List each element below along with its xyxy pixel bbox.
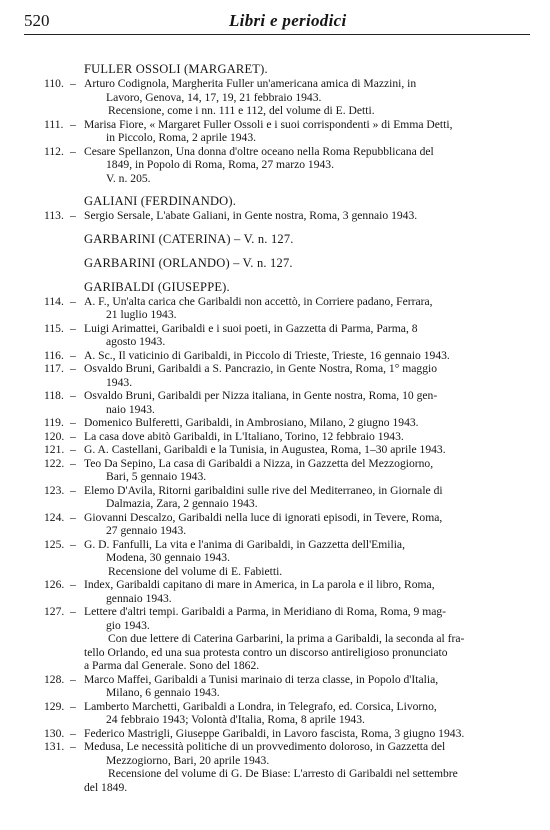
entry-continuation-line: Lavoro, Genova, 14, 17, 19, 21 febbraio 1943. [106, 90, 322, 104]
entry-number: 125. [44, 537, 65, 551]
entry-continuation-line: Mezzogiorno, Bari, 20 aprile 1943. [106, 753, 270, 767]
entry-dash: – [70, 77, 76, 90]
section-gap [0, 271, 550, 280]
entry-first-line: Lamberto Marchetti, Garibaldi a Londra, in Telegrafo, ed. Corsica, Livorno, [84, 699, 437, 713]
entry-dash: – [70, 389, 76, 402]
entry-number: 130. [44, 726, 65, 740]
entry-continuation-line: 21 luglio 1943. [106, 308, 177, 321]
bibliography-entry [0, 416, 550, 430]
entry-first-line: Arturo Codignola, Margherita Fuller un'americana amica di Mazzini, in [84, 77, 417, 90]
section-heading: GALIANI (FERDINANDO). [84, 194, 237, 208]
entry-continuation-line: Dalmazia, Zara, 2 gennaio 1943. [106, 497, 258, 510]
entry-note-line: del 1849. [84, 780, 128, 794]
entry-dash: – [70, 429, 76, 443]
entry-first-line: Index, Garibaldi capitano di mare in America, in La parola e il libro, Roma, [84, 578, 435, 591]
entry-continuation-line: 27 gennaio 1943. [106, 524, 187, 537]
bibliography-entry [0, 118, 550, 132]
entry-number: 126. [44, 578, 65, 591]
section-gap [0, 223, 550, 232]
entry-first-line: Osvaldo Bruni, Garibaldi per Nizza italiana, in Gente nostra, Roma, 10 gen- [84, 389, 438, 402]
entry-dash: – [70, 483, 76, 497]
entry-note-line: Recensione, come i nn. 111 e 112, del volume di E. Detti. [108, 104, 375, 117]
entry-continuation-line: agosto 1943. [106, 335, 166, 348]
entry-dash: – [70, 348, 76, 362]
bibliography-entry [0, 443, 550, 457]
entry-dash: – [70, 416, 76, 429]
entry-continuation-line: in Piccolo, Roma, 2 aprile 1943. [106, 131, 257, 144]
entry-continuation-line: gennaio 1943. [106, 591, 172, 605]
section-gap [0, 247, 550, 256]
entry-dash: – [70, 362, 76, 375]
entry-first-line: G. D. Fanfulli, La vita e l'anima di Garibaldi, in Gazzetta dell'Emilia, [84, 537, 405, 551]
entry-number: 117. [44, 362, 64, 375]
entry-continuation-line: Modena, 30 gennaio 1943. [106, 551, 230, 564]
entry-dash: – [70, 456, 76, 470]
entry-first-line: Giovanni Descalzo, Garibaldi nella luce di ignorati episodi, in Tevere, Roma, [84, 510, 443, 524]
entry-first-line: Teo Da Sepino, La casa di Garibaldi a Nizza, in Gazzetta del Mezzogiorno, [84, 456, 434, 470]
bibliography-entry [0, 430, 550, 444]
entry-first-line: Luigi Arimattei, Garibaldi e i suoi poeti, in Gazzetta di Parma, Parma, 8 [84, 321, 418, 335]
entry-first-line: Domenico Bulferetti, Garibaldi, in Ambrosiano, Milano, 2 giugno 1943. [84, 416, 419, 429]
bibliography-entry [0, 578, 550, 592]
entry-dash: – [70, 605, 76, 618]
entry-number: 123. [44, 483, 65, 497]
entry-continuation-line: 24 febbraio 1943; Volontà d'Italia, Roma, 8 aprile 1943. [106, 713, 365, 726]
entry-number: 115. [44, 321, 64, 335]
entry-number: 116. [44, 348, 64, 362]
entry-number: 112. [44, 144, 64, 158]
bibliography-entry [0, 605, 550, 619]
entry-number: 118. [44, 389, 64, 402]
entry-number: 113. [44, 209, 64, 222]
entry-dash: – [70, 117, 76, 131]
entry-number: 124. [44, 510, 65, 524]
entry-first-line: A. F., Un'alta carica che Garibaldi non accettò, in Corriere padano, Ferrara, [84, 294, 433, 308]
entry-continuation-line: 1849, in Popolo di Roma, Roma, 27 marzo 1943. [106, 158, 334, 171]
entry-first-line: Sergio Sersale, L'abate Galiani, in Gente nostra, Roma, 3 gennaio 1943. [84, 209, 418, 222]
bibliography-entry [0, 295, 550, 309]
entry-first-line: Osvaldo Bruni, Garibaldi a S. Pancrazio, in Gente Nostra, Roma, 1° maggio [84, 362, 438, 375]
entry-dash: – [70, 578, 76, 591]
bibliography-entry [0, 700, 550, 714]
entry-number: 114. [44, 294, 64, 308]
entry-number: 131. [44, 740, 65, 753]
entry-first-line: Cesare Spellanzon, Una donna d'oltre oceano nella Roma Repubblicana del [84, 144, 434, 158]
entry-first-line: Lettere d'altri tempi. Garibaldi a Parma, in Meridiano di Roma, Roma, 9 mag- [84, 605, 447, 618]
section-heading: FULLER OSSOLI (MARGARET). [84, 62, 268, 76]
entry-number: 121. [44, 443, 65, 456]
entry-continuation-line: naio 1943. [106, 402, 155, 416]
entry-continuation-line: 1943. [106, 375, 133, 389]
entry-first-line: Medusa, Le necessità politiche di un provvedimento doloroso, in Gazzetta del [84, 740, 446, 753]
entry-dash: – [70, 726, 76, 740]
bibliography-entry [0, 209, 550, 223]
entry-first-line: La casa dove abitò Garibaldi, in L'Italiano, Torino, 12 febbraio 1943. [84, 429, 404, 443]
section-gap [0, 185, 550, 194]
bibliography-entry [0, 349, 550, 363]
bibliography-entry [0, 740, 550, 754]
section-heading: GARIBALDI (GIUSEPPE). [84, 279, 230, 294]
entry-first-line: Marisa Fiore, « Margaret Fuller Ossoli e i suoi corrispondenti » di Emma Detti, [84, 117, 453, 131]
entry-note-line: tello Orlando, ed una sua protesta contro un discorso antireligioso pronunciato [84, 645, 448, 659]
entry-number: 128. [44, 672, 65, 686]
entry-number: 122. [44, 456, 65, 470]
bibliography-entry [0, 322, 550, 336]
entry-dash: – [70, 510, 76, 524]
bibliography-entry [0, 538, 550, 552]
entry-dash: – [70, 294, 76, 308]
entry-dash: – [70, 144, 76, 158]
running-title: Libri e periodici [229, 11, 347, 30]
entry-dash: – [70, 537, 76, 551]
bibliography-entry [0, 673, 550, 687]
entry-number: 111. [44, 117, 64, 131]
bibliography-entry [0, 362, 550, 376]
bibliography-entry [0, 727, 550, 741]
bibliography-entry [0, 77, 550, 91]
entry-number: 110. [44, 77, 64, 90]
entry-dash: – [70, 740, 76, 753]
page-number: 520 [24, 11, 50, 30]
bibliography-entry [0, 457, 550, 471]
entry-first-line: G. A. Castellani, Garibaldi e la Tunisia, in Augustea, Roma, 1–30 aprile 1943. [84, 443, 446, 456]
bibliography-entry [0, 511, 550, 525]
bibliography-entry [0, 145, 550, 159]
entry-first-line: Elemo D'Avila, Ritorni garibaldini sulle rive del Mediterraneo, in Giornale di [84, 483, 443, 497]
section-heading: GARBARINI (CATERINA) – V. n. 127. [84, 231, 294, 246]
entry-dash: – [70, 699, 76, 713]
entry-dash: – [70, 321, 76, 335]
bibliography-entry [0, 389, 550, 403]
header-rule [24, 34, 530, 35]
entry-dash: – [70, 209, 76, 222]
entry-note-line: Con due lettere di Caterina Garbarini, la prima a Garibaldi, la seconda al fra- [108, 632, 465, 645]
entry-continuation-line: gio 1943. [106, 618, 150, 632]
entry-continuation-line: Milano, 6 gennaio 1943. [106, 686, 220, 699]
entry-number: 119. [44, 416, 64, 429]
entry-first-line: Marco Maffei, Garibaldi a Tunisi marinaio di terza classe, in Popolo d'Italia, [84, 672, 439, 686]
bibliography-entry [0, 484, 550, 498]
entry-note-line: a Parma dal Generale. Sono del 1862. [84, 659, 260, 672]
entry-continuation-line: Bari, 5 gennaio 1943. [106, 470, 207, 483]
entry-dash: – [70, 443, 76, 456]
entry-continuation-line: V. n. 205. [106, 171, 151, 185]
entry-number: 120. [44, 429, 65, 443]
bibliography-list [0, 62, 550, 794]
entry-first-line: Federico Mastrigli, Giuseppe Garibaldi, in Lavoro fascista, Roma, 3 giugno 1943. [84, 726, 465, 740]
entry-dash: – [70, 672, 76, 686]
page-header [24, 11, 530, 31]
entry-first-line: A. Sc., Il vaticinio di Garibaldi, in Piccolo di Trieste, Trieste, 16 gennaio 1943. [84, 348, 450, 362]
entry-number: 129. [44, 699, 65, 713]
entry-note-line: Recensione del volume di E. Fabietti. [108, 564, 283, 578]
entry-number: 127. [44, 605, 65, 618]
entry-note-line: Recensione del volume di G. De Biase: L'arresto di Garibaldi nel settembre [108, 767, 458, 780]
section-heading: GARBARINI (ORLANDO) – V. n. 127. [84, 255, 293, 270]
